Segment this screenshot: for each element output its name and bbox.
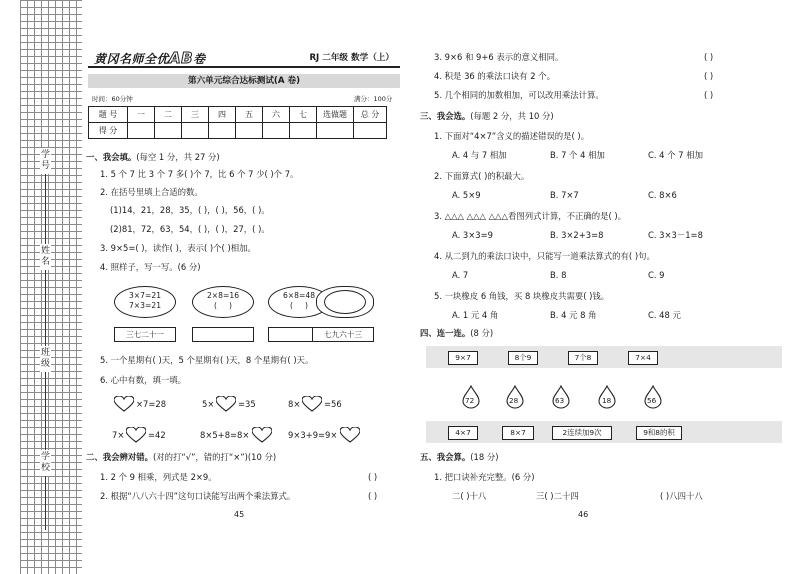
answer-paren[interactable]: ( ): [368, 491, 378, 501]
thought-bubble: 3×7=21 7×3=21: [114, 286, 176, 318]
score-cell[interactable]: [128, 123, 155, 139]
heart-icon[interactable]: [302, 396, 322, 412]
label-school: 学校: [40, 450, 51, 476]
score-cell[interactable]: [155, 123, 182, 139]
rhyme-blank[interactable]: 三( )二十四: [536, 491, 579, 501]
judge-question-5: 5. 几个相同的加数相加，可以改用乘法计算。: [434, 90, 604, 100]
equation: =35: [238, 399, 256, 409]
match-bottom-tag[interactable]: 4×7: [448, 426, 478, 440]
match-top-tag[interactable]: 9×7: [448, 351, 478, 365]
thought-bubble: 6×8=48 ( ): [268, 286, 330, 318]
choice-option[interactable]: C. 48 元: [648, 310, 681, 320]
equation: 8×: [288, 399, 301, 409]
score-header-cell: 一: [128, 107, 155, 123]
full-score: 满分：100分: [354, 95, 393, 103]
thought-bubble-inner: [324, 290, 366, 314]
section-3-heading: 三、我会选。(每题 2 分，共 10 分): [420, 111, 554, 121]
grade-label: RJ 二年级 数学（上）: [309, 53, 394, 63]
choice-option[interactable]: A. 3×3=9: [452, 230, 493, 240]
choice-option[interactable]: B. 7×7: [550, 190, 579, 200]
header-banner: [88, 50, 400, 68]
page-45: [84, 0, 406, 574]
choice-option[interactable]: A. 4 与 7 相加: [452, 150, 507, 160]
rhyme-blank[interactable]: ( )八四十八: [660, 491, 703, 501]
rhyme-blank[interactable]: 二( )十八: [452, 491, 487, 501]
match-bottom-tag[interactable]: 2连续加9次: [552, 426, 612, 440]
calc-question-1: 1. 把口诀补充完整。(6 分): [434, 472, 535, 482]
question-1-4: 4. 照样子，写一写。(6 分): [100, 262, 201, 272]
question-1-2-b: (2)81，72，63，54，( )，( )，27，( )。: [110, 224, 270, 234]
choice-option[interactable]: A. 5×9: [452, 190, 481, 200]
page-number: 45: [234, 510, 245, 519]
choice-question-5: 5. 一块橡皮 6 角钱，买 8 块橡皮共需要( )钱。: [434, 291, 610, 301]
score-cell[interactable]: [209, 123, 236, 139]
equation: 8×5+8=8×: [200, 430, 250, 440]
equation: =42: [148, 430, 166, 440]
match-top-tag[interactable]: 8个9: [508, 351, 538, 365]
choice-option[interactable]: C. 8×6: [648, 190, 677, 200]
judge-question-4: 4. 积是 36 的乘法口诀有 2 个。: [434, 71, 556, 81]
rhyme-box[interactable]: [192, 327, 254, 342]
unit-title: 第六单元综合达标测试(A 卷): [88, 74, 400, 88]
label-name: 姓名: [40, 244, 51, 270]
brand-logo: 黄冈名师全优AB卷: [94, 49, 206, 67]
binding-grid: [20, 0, 82, 574]
answer-paren[interactable]: ( ): [704, 90, 714, 100]
thought-bubble: 2×8=16 ( ): [192, 286, 254, 318]
section-2-heading: 二、我会辨对错。(对的打“√”，错的打“×”)(10 分): [86, 452, 277, 462]
section-5-heading: 五、我会算。(18 分): [420, 452, 499, 462]
choice-option[interactable]: B. 4 元 8 角: [550, 310, 597, 320]
heart-icon[interactable]: [216, 396, 236, 412]
judge-question-2: 2. 根据“八八六十四”这句口诀能写出两个乘法算式。: [100, 491, 296, 501]
match-top-band: [426, 346, 782, 368]
score-header-cell: 六: [263, 107, 290, 123]
score-table: [88, 106, 387, 139]
question-1-5: 5. 一个星期有( )天，5 个星期有( )天，8 个星期有( )天。: [100, 355, 314, 365]
section-1-heading: 一、我会填。(每空 1 分，共 27 分): [86, 152, 220, 162]
droplet-value: 63: [555, 396, 565, 405]
score-header-cell: 二: [155, 107, 182, 123]
score-cell[interactable]: [236, 123, 263, 139]
question-1-1: 1. 5 个 7 比 3 个 7 多( )个 7，比 6 个 7 少( )个 7。: [100, 169, 299, 179]
match-top-tag[interactable]: 7×4: [628, 351, 658, 365]
choice-option[interactable]: B. 8: [550, 270, 567, 280]
score-header-cell: 总 分: [354, 107, 387, 123]
match-top-tag[interactable]: 7个8: [568, 351, 598, 365]
choice-question-2: 2. 下面算式( )的积最大。: [434, 171, 530, 181]
droplet-value: 28: [509, 396, 519, 405]
score-header-cell: 选做题: [317, 107, 354, 123]
choice-option[interactable]: C. 3×3－1=8: [648, 230, 703, 240]
droplet-value: 72: [465, 396, 475, 405]
score-cell[interactable]: [317, 123, 354, 139]
equation: =56: [324, 399, 342, 409]
score-header-cell: 七: [290, 107, 317, 123]
score-cell[interactable]: [354, 123, 387, 139]
droplet-value: 18: [602, 396, 612, 405]
section-4-heading: 四、连一连。(8 分): [420, 328, 494, 338]
heart-icon[interactable]: [126, 427, 146, 443]
equation: 5×: [202, 399, 215, 409]
equation: ×7=28: [136, 399, 167, 409]
question-1-3: 3. 9×5=( )，读作( )，表示( )个( )相加。: [100, 243, 256, 253]
answer-paren[interactable]: ( ): [368, 472, 378, 482]
match-bottom-tag[interactable]: 9和8的积: [636, 426, 682, 440]
label-student-number: 学号: [40, 148, 51, 174]
heart-icon[interactable]: [252, 427, 272, 443]
choice-option[interactable]: C. 4 个 7 相加: [648, 150, 703, 160]
equation: 9×3+9=9×: [288, 430, 338, 440]
question-1-6: 6. 心中有数，填一填。: [100, 375, 187, 385]
choice-question-1: 1. 下面对“4×7”含义的描述错误的是( )。: [434, 131, 590, 141]
choice-question-4: 4. 从二到九的乘法口诀中，只能写一道乘法算式的有( )句。: [434, 251, 655, 261]
score-row-label: 得 分: [89, 123, 128, 139]
score-header-cell: 四: [209, 107, 236, 123]
question-1-2: 2. 在括号里填上合适的数。: [100, 187, 203, 197]
heart-icon[interactable]: [114, 396, 134, 412]
answer-paren[interactable]: ( ): [704, 71, 714, 81]
choice-option[interactable]: A. 1 元 4 角: [452, 310, 499, 320]
score-cell[interactable]: [182, 123, 209, 139]
page-number: 46: [578, 510, 589, 519]
choice-option[interactable]: C. 9: [648, 270, 665, 280]
score-cell[interactable]: [263, 123, 290, 139]
score-cell[interactable]: [290, 123, 317, 139]
score-header-cell: 题 号: [89, 107, 128, 123]
rhyme-box: 三七二十一: [114, 327, 176, 342]
droplet-value: 56: [647, 396, 657, 405]
score-header-cell: 五: [236, 107, 263, 123]
choice-option[interactable]: B. 3×2+3=8: [550, 230, 604, 240]
time-limit: 时间：60分钟: [92, 95, 133, 103]
answer-paren[interactable]: ( ): [704, 52, 714, 62]
page-46: [418, 0, 790, 574]
judge-question-3: 3. 9×6 和 9+6 表示的意义相同。: [434, 52, 564, 62]
rhyme-box: 七九六十三: [312, 327, 374, 342]
score-header-cell: 三: [182, 107, 209, 123]
heart-icon[interactable]: [340, 427, 360, 443]
judge-question-1: 1. 2 个 9 相乘，列式是 2×9。: [100, 472, 217, 482]
choice-question-3: 3. △△△ △△△ △△△看图列式计算，不正确的是( )。: [434, 211, 627, 221]
question-1-2-a: (1)14，21，28，35，( )，( )，56，( )。: [110, 205, 270, 215]
label-class: 班级: [40, 346, 51, 372]
match-bottom-tag[interactable]: 8×7: [502, 426, 534, 440]
choice-option[interactable]: B. 7 个 4 相加: [550, 150, 605, 160]
equation: 7×: [112, 430, 125, 440]
choice-option[interactable]: A. 7: [452, 270, 469, 280]
